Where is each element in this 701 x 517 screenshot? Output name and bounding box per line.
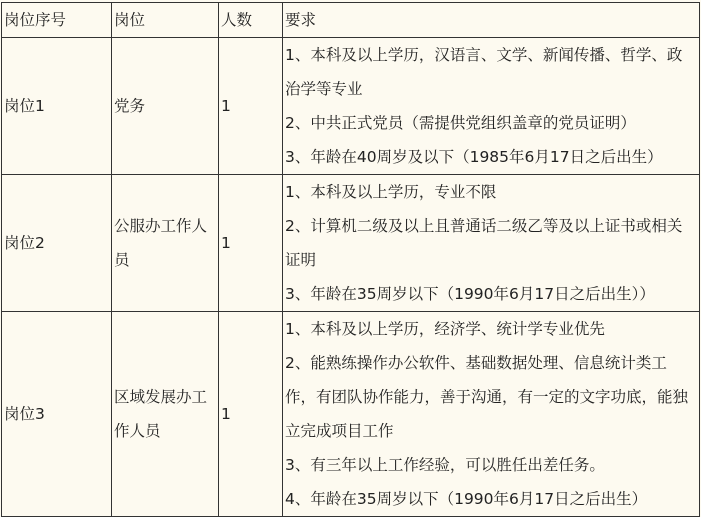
header-count: 人数 — [219, 3, 283, 38]
requirement-item: 3、有三年以上工作经验，可以胜任出差任务。 — [285, 456, 605, 474]
requirement-item: 4、年龄在35周岁以下（1990年6月17日之后出生） — [285, 490, 648, 508]
requirement-item: 2、计算机二级及以上且普通话二级乙等及以上证书或相关证明 — [285, 217, 683, 269]
requirement-item: 1、本科及以上学历，汉语言、文学、新闻传播、哲学、政治学等专业 — [285, 46, 683, 98]
row-requirements — [283, 38, 700, 175]
row-count: 1 — [219, 175, 283, 312]
row-seq: 岗位1 — [2, 38, 112, 175]
table-row — [2, 175, 700, 312]
requirement-item: 2、中共正式党员（需提供党组织盖章的党员证明） — [285, 114, 636, 132]
requirement-item: 3、年龄在35周岁以下（1990年6月17日之后出生）） — [285, 285, 655, 303]
requirement-item: 3、年龄在40周岁及以下（1985年6月17日之后出生） — [285, 148, 663, 166]
row-position: 党务 — [112, 38, 219, 175]
requirement-item: 1、本科及以上学历，经济学、统计学专业优先 — [285, 320, 605, 338]
row-requirements — [283, 175, 700, 312]
table-row — [2, 312, 700, 517]
table-row — [2, 38, 700, 175]
row-seq: 岗位3 — [2, 312, 112, 517]
header-position: 岗位 — [112, 3, 219, 38]
header-requirements: 要求 — [283, 3, 700, 38]
row-count: 1 — [219, 312, 283, 517]
header-seq: 岗位序号 — [2, 3, 112, 38]
requirement-item: 2、能熟练操作办公软件、基础数据处理、信息统计类工作，有团队协作能力，善于沟通，有一定的文字功底，能独立完成项目工作 — [285, 354, 689, 440]
row-position: 公服办工作人员 — [112, 175, 219, 312]
table-header-row — [2, 3, 700, 38]
requirement-item: 1、本科及以上学历，专业不限 — [285, 183, 497, 201]
row-position: 区域发展办工作人员 — [112, 312, 219, 517]
row-seq: 岗位2 — [2, 175, 112, 312]
row-requirements — [283, 312, 700, 517]
job-requirements-table — [1, 2, 700, 517]
row-count: 1 — [219, 38, 283, 175]
